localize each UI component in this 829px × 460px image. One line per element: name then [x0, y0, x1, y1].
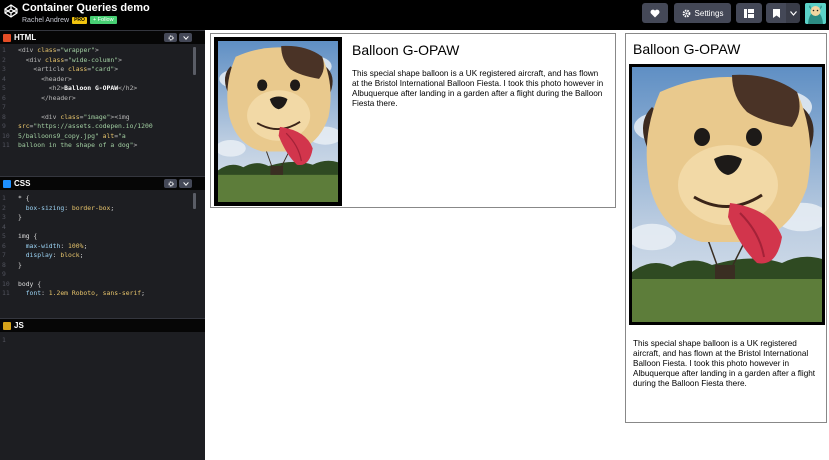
card-wide-image: [214, 37, 342, 206]
css-pane-title: CSS: [14, 179, 31, 188]
css-scrollbar[interactable]: [193, 193, 196, 209]
line-number: 11: [2, 141, 10, 149]
code-token: <h2>: [48, 84, 65, 92]
code-token: img {: [18, 232, 38, 240]
code-token: balloon in the shape of a dog": [18, 141, 134, 149]
code-token: 1.2em Roboto, sans-serif: [48, 289, 142, 297]
line-number: 1: [2, 336, 6, 344]
line-number: 8: [2, 260, 6, 269]
line-number: 7: [2, 251, 6, 259]
layout-icon: [744, 9, 754, 18]
card-wide-text: This special shape balloon is a UK registered aircraft, and has flown at the Bristol International Balloon Fiesta. I took this photo however in Albuquerque after landing in a garden after a flight during the Balloon Fiesta there.: [352, 69, 604, 108]
code-token: body {: [18, 279, 42, 288]
code-token: >: [133, 141, 138, 149]
code-line: [0, 84, 205, 94]
code-token: </header>: [41, 93, 76, 102]
top-bar: [0, 0, 829, 30]
line-number: 11: [2, 289, 10, 297]
chevron-down-icon: [183, 36, 189, 40]
line-number: 6: [2, 241, 6, 250]
line-number: 2: [2, 203, 6, 212]
code-line: [0, 141, 205, 151]
html-collapse-button[interactable]: [179, 33, 192, 42]
code-line: [0, 204, 205, 214]
settings-label: Settings: [694, 8, 724, 18]
code-line: [0, 65, 205, 75]
css-pane-header[interactable]: [0, 176, 205, 190]
line-number: 9: [2, 122, 6, 130]
code-token: max-width: [25, 241, 61, 250]
avatar[interactable]: [805, 3, 826, 24]
line-number: 8: [2, 112, 6, 121]
code-token: ;: [141, 289, 145, 297]
css-settings-button[interactable]: [164, 179, 177, 188]
code-token: :: [41, 289, 49, 297]
code-token: 100%: [68, 241, 84, 250]
code-token: [18, 94, 41, 102]
line-number: 9: [2, 270, 6, 278]
preview-pane: [205, 30, 829, 460]
code-token: >: [114, 65, 119, 73]
js-icon: [3, 322, 11, 330]
code-line: [0, 280, 205, 290]
code-token: =: [87, 65, 92, 73]
code-token: display: [25, 251, 53, 259]
line-number: 5: [2, 84, 6, 92]
code-token: ><img: [110, 112, 130, 121]
code-line: [0, 251, 205, 261]
code-token: =: [114, 131, 119, 140]
code-token: >: [118, 55, 122, 64]
code-token: class: [37, 46, 57, 54]
code-token: "wrapper": [60, 46, 95, 54]
line-number: 4: [2, 74, 6, 83]
line-number: 6: [2, 93, 6, 102]
code-token: =: [79, 112, 84, 121]
editor-column: [0, 30, 205, 460]
line-number: 10: [2, 279, 10, 288]
code-line: [0, 336, 205, 346]
line-number: 10: [2, 131, 10, 140]
bookmark-menu-button[interactable]: [786, 3, 800, 23]
gear-icon: [168, 35, 174, 41]
code-token: =: [56, 46, 61, 54]
code-token: [18, 84, 49, 92]
pen-title[interactable]: Container Queries demo: [22, 2, 150, 14]
chevron-down-icon: [183, 182, 189, 186]
line-number: 1: [2, 46, 6, 54]
code-token: =: [29, 122, 34, 130]
code-token: "card": [91, 65, 115, 73]
code-token: "a: [118, 131, 126, 140]
code-token: alt: [102, 131, 115, 140]
code-token: "image": [83, 112, 111, 121]
code-line: [0, 46, 205, 56]
bookmark-icon: [773, 9, 780, 18]
code-token: </h2>: [118, 84, 138, 92]
gear-icon: [168, 181, 174, 187]
card-narrow-image: [629, 64, 825, 325]
code-token: [18, 56, 26, 64]
code-token: :: [60, 241, 69, 250]
code-token: [18, 75, 41, 83]
code-line: [0, 75, 205, 85]
line-number: 2: [2, 55, 6, 64]
html-pane-title: HTML: [14, 33, 37, 42]
html-icon: [3, 34, 11, 42]
bookmark-button[interactable]: [766, 3, 786, 23]
code-line: [0, 94, 205, 104]
code-token: 5/balloons9_copy.jpg": [18, 131, 103, 140]
html-code-editor[interactable]: [0, 46, 205, 176]
js-pane-header[interactable]: [0, 318, 205, 332]
code-line: [0, 242, 205, 252]
balloon-dog-photo-icon: [218, 41, 338, 202]
css-collapse-button[interactable]: [179, 179, 192, 188]
code-line: [0, 132, 205, 142]
follow-button[interactable]: + Follow: [90, 16, 117, 24]
code-token: class: [68, 65, 88, 73]
code-token: :: [52, 251, 61, 259]
code-line: [0, 289, 205, 299]
code-token: "https://assets.codepen.io/1200: [33, 122, 153, 130]
code-token: border-box: [71, 203, 111, 212]
code-token: "wide-column": [68, 55, 119, 64]
author-name[interactable]: Rachel Andrew: [22, 16, 70, 24]
js-pane-title: JS: [14, 321, 24, 330]
code-line: [0, 232, 205, 242]
code-token: }: [18, 260, 22, 269]
html-settings-button[interactable]: [164, 33, 177, 42]
css-icon: [3, 180, 11, 188]
js-code-editor[interactable]: [0, 336, 205, 446]
line-number: 5: [2, 232, 6, 240]
change-view-button[interactable]: [736, 3, 762, 23]
line-number: 3: [2, 65, 6, 73]
balloon-dog-photo-icon: [632, 67, 822, 322]
code-token: <article: [33, 65, 69, 73]
code-line: [0, 213, 205, 223]
code-token: Balloon G-OPAW: [64, 84, 119, 92]
code-token: class: [44, 55, 65, 64]
code-token: block: [60, 251, 80, 259]
code-token: ;: [83, 241, 88, 250]
code-line: [0, 122, 205, 132]
line-number: 4: [2, 222, 6, 231]
code-token: :: [64, 203, 72, 212]
code-token: box-sizing: [25, 203, 65, 212]
code-token: <div: [41, 112, 61, 121]
css-code-editor[interactable]: [0, 194, 205, 318]
code-line: [0, 194, 205, 204]
html-pane-header[interactable]: [0, 30, 205, 44]
code-line: [0, 103, 205, 113]
pro-badge: PRO: [74, 16, 85, 23]
code-token: <header>: [41, 74, 72, 83]
code-line: [0, 261, 205, 271]
settings-button[interactable]: [674, 3, 731, 23]
code-token: <div: [25, 55, 45, 64]
code-token: src: [18, 122, 30, 130]
html-scrollbar[interactable]: [193, 47, 196, 75]
user-avatar-icon: [805, 3, 826, 24]
code-token: [18, 251, 26, 259]
code-line: [0, 113, 205, 123]
code-line: [0, 270, 205, 280]
code-token: [18, 65, 33, 73]
card-wide-title: Balloon G-OPAW: [352, 42, 460, 58]
code-token: [18, 289, 26, 297]
code-token: class: [60, 112, 80, 121]
line-number: 7: [2, 103, 6, 111]
card-narrow: [625, 33, 827, 423]
code-token: <div: [18, 46, 38, 54]
code-token: ;: [110, 203, 115, 212]
line-number: 1: [2, 194, 6, 202]
author-row: [22, 15, 117, 25]
gear-icon: [682, 9, 691, 18]
code-token: [18, 242, 26, 250]
code-token: [18, 204, 26, 212]
card-narrow-text: This special shape balloon is a UK registered aircraft, and has flown at the Bristol International Balloon Fiesta. I took this photo however in Albuquerque after landing in a garden after a flight during the Balloon Fiesta there.: [633, 339, 816, 388]
line-number: 3: [2, 213, 6, 221]
code-token: font: [25, 289, 42, 297]
card-wide: [210, 33, 616, 208]
code-token: [18, 113, 41, 121]
heart-icon: [650, 9, 660, 18]
code-token: ;: [79, 251, 84, 259]
codepen-logo-icon[interactable]: [4, 4, 18, 18]
code-token: * {: [18, 194, 30, 202]
code-token: }: [18, 213, 22, 221]
chevron-down-icon: [790, 11, 797, 16]
code-token: =: [64, 55, 69, 64]
love-button[interactable]: [642, 3, 668, 23]
code-line: [0, 56, 205, 66]
code-token: >: [95, 46, 99, 54]
code-line: [0, 223, 205, 233]
card-narrow-title: Balloon G-OPAW: [633, 41, 741, 57]
